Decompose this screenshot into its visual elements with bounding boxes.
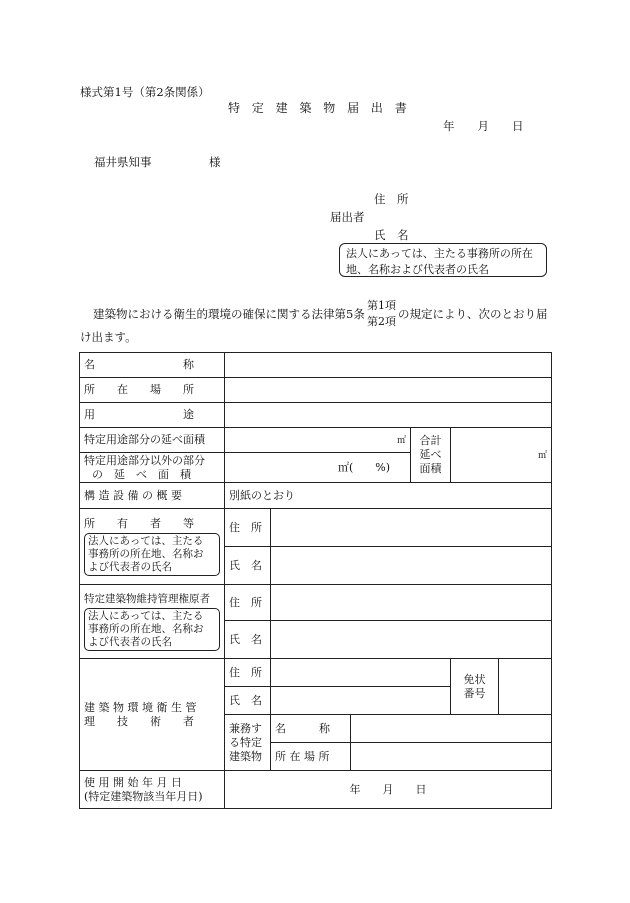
holder-address-label: 住 所 — [225, 585, 271, 621]
owner-address-cell[interactable] — [271, 509, 552, 547]
notification-table — [79, 352, 552, 809]
location-label: 所 在 場 所 — [80, 378, 225, 403]
holder-note: 法人にあっては、主たる 事務所の所在地、名称お よび代表者の氏名 — [84, 608, 220, 651]
specific-area-label: 特定用途部分の延べ面積 — [80, 428, 225, 453]
location-value-cell[interactable] — [225, 378, 552, 403]
corp-note-line-1: 法人にあっては、主たる事務所の所在 — [346, 247, 533, 260]
concurrent-label: 兼務す る特定 建築物 — [225, 715, 271, 771]
owner-name-label: 氏 名 — [225, 547, 271, 585]
owner-address-label: 住 所 — [225, 509, 271, 547]
owner-label-cell — [80, 509, 225, 585]
start-date-value[interactable]: 年 月 日 — [225, 771, 552, 809]
concurrent-name-label: 名 称 — [271, 715, 351, 743]
engineer-address-label: 住 所 — [225, 659, 271, 687]
page-title: 特 定 建 築 物 届 出 書 — [228, 101, 411, 115]
holder-address-cell[interactable] — [271, 585, 552, 621]
paragraph-option-2: 第2項 — [367, 315, 396, 328]
body-text-1: 建築物における衛生的環境の確保に関する法律第5条 — [93, 307, 365, 321]
total-area-cell[interactable]: ㎡ — [451, 428, 552, 483]
owner-note: 法人にあっては、主たる 事務所の所在地、名称お よび代表者の氏名 — [84, 533, 220, 576]
specific-area-cell[interactable]: ㎡ — [225, 428, 411, 453]
structure-value: 別紙のとおり — [225, 483, 552, 509]
holder-name-cell[interactable] — [271, 621, 552, 659]
license-number-cell[interactable] — [499, 659, 552, 715]
start-date-label: 使 用 開 始 年 月 日 (特定建築物該当年月日) — [80, 771, 225, 809]
use-label: 用 途 — [80, 403, 225, 428]
holder-label-cell — [80, 585, 225, 659]
owner-label: 所 有 者 等 — [84, 517, 194, 530]
form-number: 様式第1号（第2条関係） — [80, 85, 210, 99]
applicant-label: 届出者 — [330, 210, 365, 224]
addressee: 福井県知事 様 — [94, 155, 221, 169]
applicant-address-label: 住 所 — [374, 192, 409, 206]
body-text-2: の規定により、次のとおり届 — [398, 307, 548, 321]
total-area-label: 合計 延べ 面積 — [411, 428, 451, 483]
other-area-label: 特定用途部分以外の部分 の 延 べ 面 積 — [80, 453, 225, 483]
name-value-cell[interactable] — [225, 353, 552, 378]
date-line: 年 月 日 — [443, 119, 524, 133]
owner-name-cell[interactable] — [271, 547, 552, 585]
name-label: 名 称 — [80, 353, 225, 378]
concurrent-location-cell[interactable] — [351, 743, 552, 771]
applicant-name-label: 氏 名 — [374, 228, 409, 242]
engineer-name-cell[interactable] — [271, 687, 451, 715]
paragraph-option-1: 第1項 — [367, 299, 396, 312]
license-label: 免状 番号 — [451, 659, 499, 715]
body-text-3: け出ます。 — [80, 330, 137, 344]
concurrent-name-cell[interactable] — [351, 715, 552, 743]
holder-label: 特定建築物維持管理権原者 — [84, 593, 210, 605]
corp-note-line-2: 地、名称および代表者の氏名 — [346, 263, 489, 276]
structure-label: 構 造 設 備 の 概 要 — [80, 483, 225, 509]
engineer-name-label: 氏 名 — [225, 687, 271, 715]
use-value-cell[interactable] — [225, 403, 552, 428]
engineer-address-cell[interactable] — [271, 659, 451, 687]
other-area-cell[interactable]: ㎡( %) — [225, 453, 411, 483]
holder-name-label: 氏 名 — [225, 621, 271, 659]
concurrent-location-label: 所 在 場 所 — [271, 743, 351, 771]
engineer-label: 建 築 物 環 境 衛 生 管 理 技 術 者 — [80, 659, 225, 771]
